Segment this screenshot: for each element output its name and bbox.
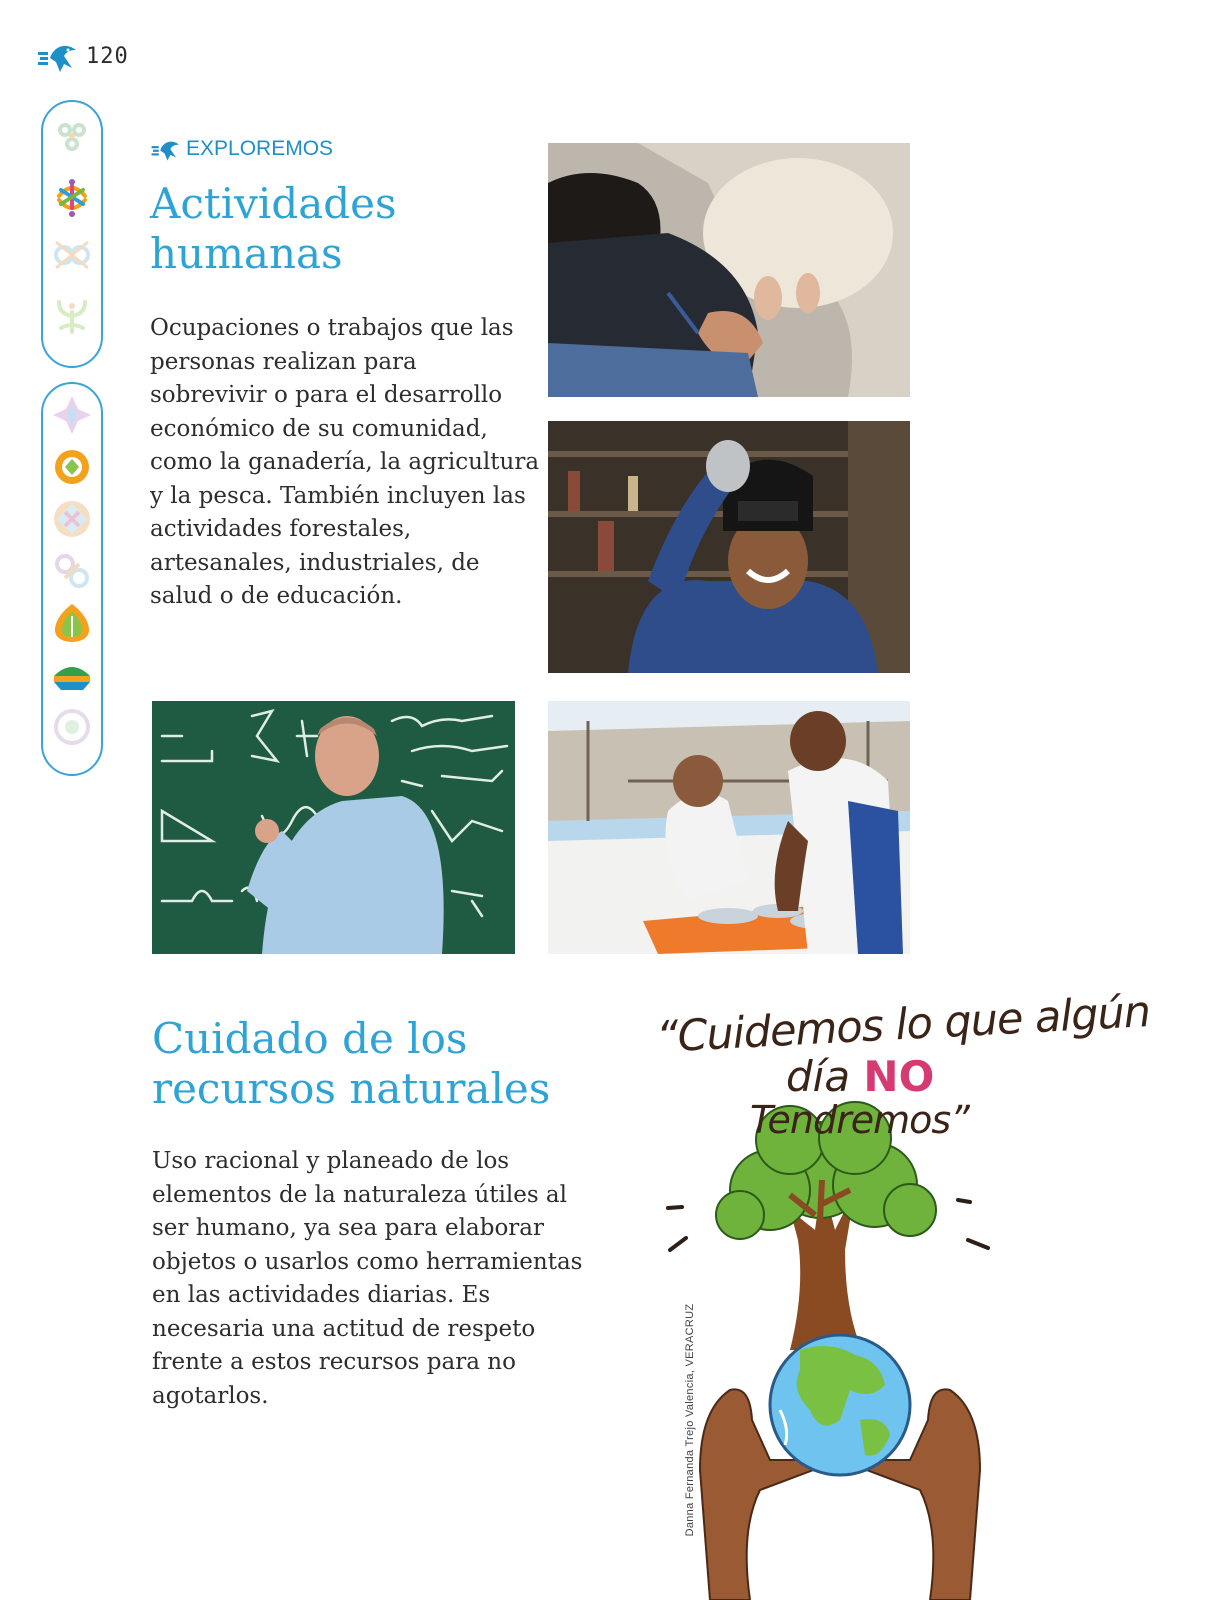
people-circle-icon [51, 176, 93, 218]
page-number: 120 [86, 44, 129, 69]
activities-title: Actividades humanas [150, 179, 397, 278]
hummingbird-icon [150, 136, 182, 162]
resources-title: Cuidado de los recursos naturales [152, 1014, 551, 1113]
rail-bottom [41, 382, 103, 776]
poster-quote-line-2 [786, 1052, 934, 1101]
star-diamond-icon [51, 394, 93, 436]
spiral-diamond-icon [51, 446, 93, 488]
hummingbird-icon [36, 38, 80, 74]
soft-circle-icon [51, 706, 93, 748]
rail-top [41, 100, 103, 368]
chain-link-icon [51, 550, 93, 592]
nodes-icon [51, 116, 93, 158]
poster-quote-line-1: “Cuidemos lo que algún [655, 987, 1152, 1063]
dome-layers-icon [51, 654, 93, 696]
sprout-figure-icon [51, 294, 93, 336]
woven-circle-icon [51, 498, 93, 540]
activities-text: Ocupaciones o trabajos que las personas realizan para sobrevivir o para el desarrollo económico de su comunidad, como la ganadería, la agricultura y la pesca. También incluyen las actividades forestales, artesanales, industriales, de salud o de educación. [150, 315, 540, 609]
linked-figures-icon [51, 234, 93, 276]
poster-quote-no: NO [863, 1052, 935, 1101]
poster-quote-line-3: Tendremos” [750, 1098, 969, 1142]
section-label-text: EXPLOREMOS [186, 137, 334, 160]
leaf-drop-icon [51, 602, 93, 644]
fishers-photo [548, 701, 910, 954]
resources-text: Uso racional y planeado de los elementos de la naturaleza útiles al ser humano, ya sea para elaborar objetos o usarlos como herramientas en las actividades diarias. Es necesaria una actitud de respeto frente a estos recursos para no agotarlos. [152, 1148, 583, 1409]
milking-photo [548, 143, 910, 397]
artist-credit: Danna Fernanda Trejo Valencia, VERACRUZ [684, 1303, 696, 1537]
section-label [150, 136, 333, 162]
welder-photo [548, 421, 910, 673]
poster-quote-day: día [786, 1052, 864, 1101]
teacher-photo [152, 701, 515, 954]
